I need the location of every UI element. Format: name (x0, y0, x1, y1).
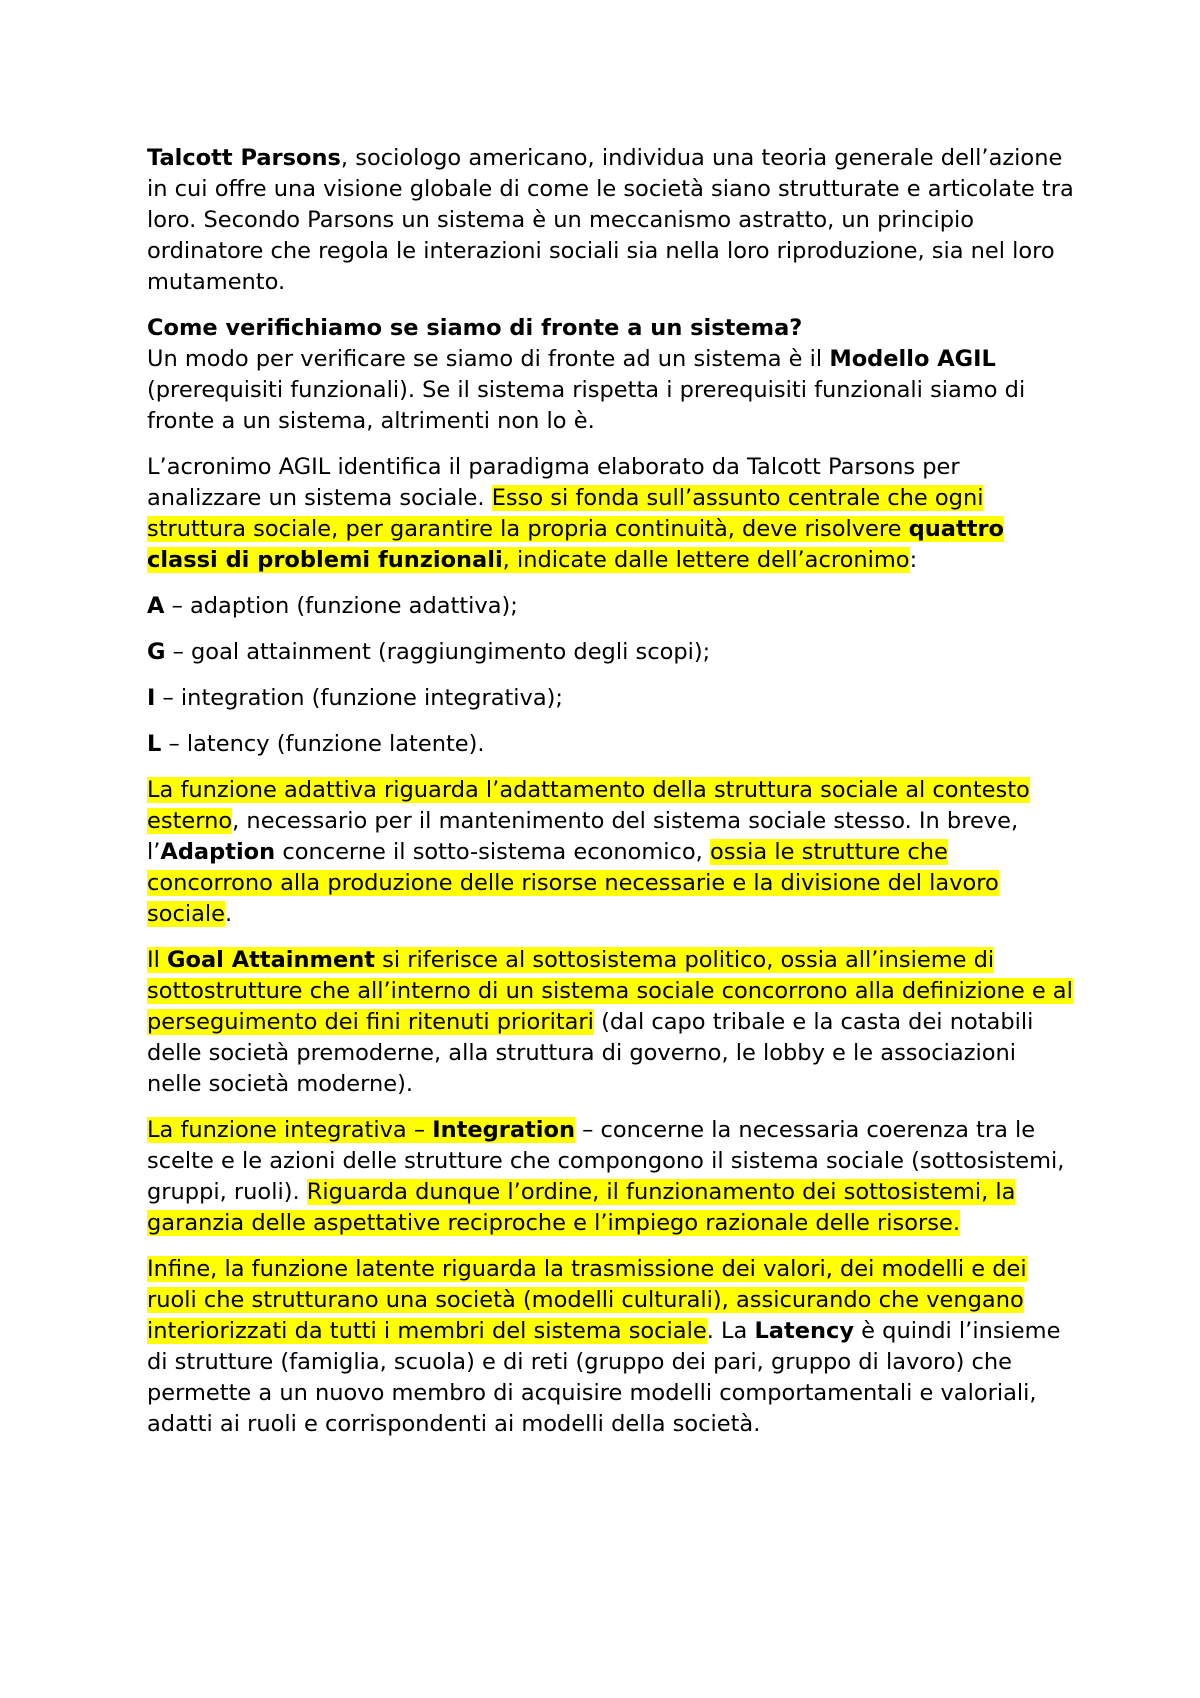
latency-text-1: . La (706, 1318, 755, 1344)
paragraph-acronym (147, 452, 1077, 576)
integration-highlight-2: Riguarda dunque l’ordine, il funzionamento dei sottosistemi, la garanzia delle aspettative reciproche e l’impiego razionale delle risorse. (147, 1179, 1016, 1236)
latency-term: Latency (754, 1318, 855, 1344)
latency-text-2: è quindi l’insieme di strutture (famiglia, scuola) e di reti (gruppo dei pari, gruppo di lavoro) che permette a un nuovo membro di acquisire modelli comportamentali e valoriali, adatti ai ruoli e corrispondenti ai modelli della società. (147, 1318, 1061, 1437)
adaption-text-2: concerne il sotto-sistema economico, (275, 839, 710, 865)
agil-description: – adaption (funzione adattiva); (164, 593, 518, 619)
agil-description: – integration (funzione integrativa); (155, 685, 564, 711)
author-name: Talcott Parsons (147, 145, 341, 171)
agil-letter: I (147, 685, 156, 711)
integration-highlight-pre: La funzione integrativa – (147, 1117, 433, 1143)
intro-text: , sociologo americano, individua una teoria generale dell’azione in cui offre una visione globale di come le società siano strutturate e articolate tra loro. Secondo Parsons un sistema è un meccanismo astratto, un principio ordinatore che regola le interazioni sociali sia nella loro riproduzione, sia nel loro mutamento. (147, 145, 1074, 295)
model-agil-term: Modello AGIL (829, 346, 996, 372)
agil-item-i (147, 683, 1077, 714)
integration-highlight-bold: Integration (432, 1117, 575, 1143)
paragraph-adaption (147, 775, 1077, 930)
acronym-highlight-1: Esso si fonda sull’assunto centrale che ogni struttura sociale, per garantire la propria continuità, deve risolvere (147, 485, 984, 542)
paragraph-question (147, 313, 1077, 437)
adaption-highlight-2: ossia le strutture che concorrono alla produzione delle risorse necessarie e la divisione del lavoro sociale (147, 839, 999, 927)
paragraph-latency (147, 1254, 1077, 1440)
acronym-text: L’acronimo AGIL identifica il paradigma elaborato da Talcott Parsons per analizzare un sistema sociale. (147, 454, 960, 511)
goal-text: (dal capo tribale e la casta dei notabili delle società premoderne, alla struttura di governo, le lobby e le associazioni nelle società moderne). (147, 1009, 1034, 1097)
adaption-highlight-1: La funzione adattiva riguarda l’adattamento della struttura sociale al contesto esterno (147, 777, 1030, 834)
integration-text: – concerne la necessaria coerenza tra le scelte e le azioni delle strutture che compongono il sistema sociale (sottosistemi, gruppi, ruoli). (147, 1117, 1065, 1205)
adaption-term: Adaption (160, 839, 276, 865)
question-text-after: (prerequisiti funzionali). Se il sistema rispetta i prerequisiti funzionali siamo di fronte a un sistema, altrimenti non lo è. (147, 377, 1026, 434)
document-page (147, 143, 1077, 1440)
goal-highlight-pre: Il (147, 947, 168, 973)
goal-highlight-bold: Goal Attainment (167, 947, 376, 973)
adaption-end: . (225, 901, 233, 927)
agil-letter: L (147, 731, 162, 757)
paragraph-intro (147, 143, 1077, 298)
agil-item-l (147, 729, 1077, 760)
question-heading: Come verifichiamo se siamo di fronte a un sistema? (147, 315, 803, 341)
agil-description: – goal attainment (raggiungimento degli scopi); (165, 639, 711, 665)
paragraph-goal-attainment (147, 945, 1077, 1100)
acronym-highlight-2: , indicate dalle lettere dell’acronimo (502, 547, 910, 573)
agil-item-g (147, 637, 1077, 668)
agil-description: – latency (funzione latente). (161, 731, 485, 757)
agil-item-a (147, 591, 1077, 622)
paragraph-integration (147, 1115, 1077, 1239)
goal-highlight-text: si riferisce al sottosistema politico, ossia all’insieme di sottostrutture che all’interno di un sistema sociale concorrono alla definizione e al perseguimento dei fini ritenuti prioritari (147, 947, 1073, 1035)
acronym-end: : (909, 547, 918, 573)
adaption-text-1: , necessario per il mantenimento del sistema sociale stesso. In breve, l’ (147, 808, 1019, 865)
latency-highlight: Infine, la funzione latente riguarda la trasmissione dei valori, dei modelli e dei ruoli che strutturano una società (modelli culturali), assicurando che vengano interiorizzati da tutti i membri del sistema sociale (147, 1256, 1027, 1344)
acronym-highlight-bold: quattro classi di problemi funzionali (147, 516, 1005, 573)
agil-letter: A (147, 593, 165, 619)
question-text-before: Un modo per verificare se siamo di fronte ad un sistema è il (147, 346, 830, 372)
agil-letter: G (147, 639, 166, 665)
